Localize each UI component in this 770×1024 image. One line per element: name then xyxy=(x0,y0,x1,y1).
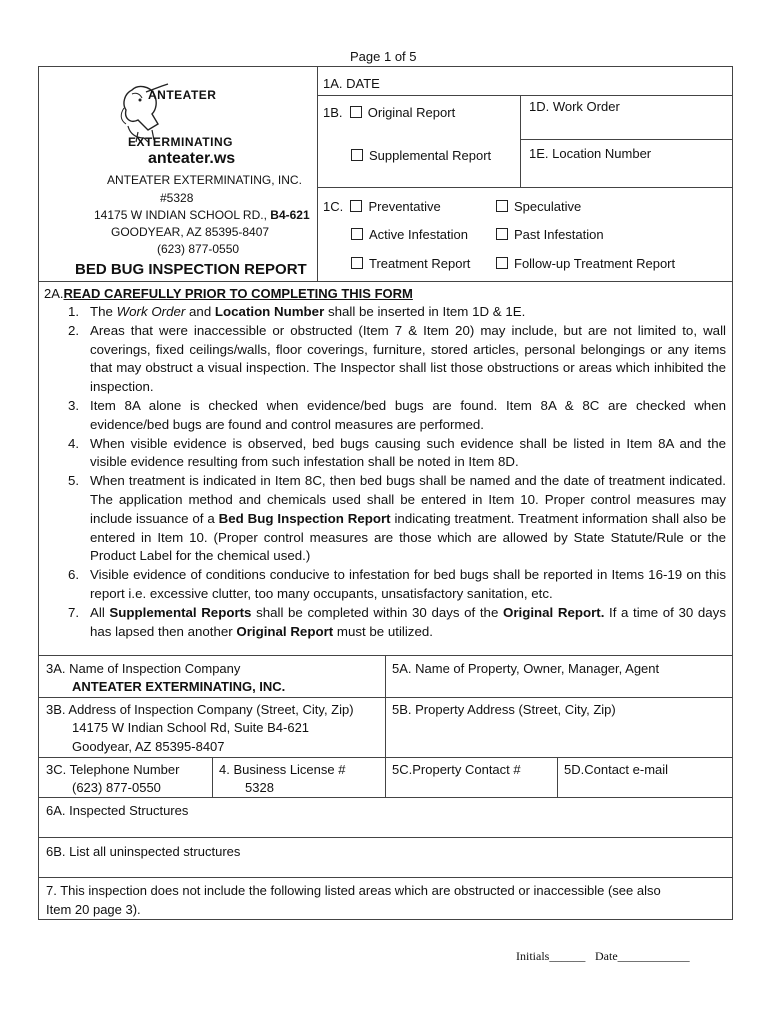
treatment-report-row: Treatment Report xyxy=(351,255,470,272)
inspected-structures-label: 6A. Inspected Structures xyxy=(46,803,189,818)
company-license: #5328 xyxy=(160,191,194,205)
frame-bottom xyxy=(38,919,733,920)
c-row-1: 1C. Preventative xyxy=(323,199,441,214)
instruction-3: 3. Item 8A alone is checked when evidence/bed bugs are found. Item 8A & 8C are checked when evidence/bed bugs are found and control measures are performed. xyxy=(68,397,726,432)
followup-treatment-row: Follow-up Treatment Report xyxy=(496,255,675,272)
preventative-checkbox[interactable] xyxy=(350,200,362,212)
date-field[interactable]: Date____________ xyxy=(595,949,690,963)
company-address-line1: 14175 W Indian School Rd, Suite B4-621 xyxy=(72,720,310,735)
initials-field[interactable]: Initials______ xyxy=(516,949,586,963)
business-license-label: 4. Business License # xyxy=(219,762,346,777)
company-address-line2: Goodyear, AZ 85395-8407 xyxy=(72,739,225,754)
instructions-list xyxy=(38,303,726,641)
company-city: GOODYEAR, AZ 85395-8407 xyxy=(111,225,270,239)
property-name-label: 5A. Name of Property, Owner, Manager, Agent xyxy=(392,661,660,676)
instruction-5: 5. When treatment is indicated in Item 8C, then bed bugs shall be named and the date of treatment indicated. The application method and chemicals used shall be entered in Item 10. Proper control measures may include issuance of a Bed Bug Inspection Report indicating treatment. Treatment information shall also be entered in Item 10. (Proper control measures are those which are allowed by State Statute/Rule or the Product Label for the chemical used.) xyxy=(68,473,726,564)
telephone-value: (623) 877-0550 xyxy=(72,780,161,795)
instruction-4: 4. When visible evidence is observed, bed bugs causing such evidence shall be listed in Item 8A and the visible evidence resulting from such infestation shall be noted in Item 8D. xyxy=(68,435,726,470)
logo-text-exterminating: EXTERMINATING xyxy=(128,135,233,149)
telephone-label: 3C. Telephone Number xyxy=(46,762,180,777)
business-license-value: 5328 xyxy=(245,780,274,795)
instruction-2: 2. Areas that were inaccessible or obstructed (Item 7 & Item 20) may include, but are not limited to, wall coverings, fixed ceilings/walls, floor coverings, furniture, stored articles, personal belongings or any items that may obstruct a visual inspection. The Inspector shall list those obstructions or areas which inhibited the inspection. xyxy=(68,322,726,395)
company-address-label: 3B. Address of Inspection Company (Street, City, Zip) xyxy=(46,702,354,717)
speculative-row: Speculative xyxy=(496,198,581,215)
obstructed-areas-line1: 7. This inspection does not include the following listed areas which are obstructed or inaccessible (see also xyxy=(46,883,661,898)
treatment-report-checkbox[interactable] xyxy=(351,257,363,269)
uninspected-structures-label: 6B. List all uninspected structures xyxy=(46,844,241,859)
active-infestation-row: Active Infestation xyxy=(351,226,468,243)
company-address: 14175 W INDIAN SCHOOL RD., B4-621 xyxy=(94,208,310,222)
work-order-label: 1D. Work Order xyxy=(529,99,620,114)
property-address-label: 5B. Property Address (Street, City, Zip) xyxy=(392,702,616,717)
supplemental-row: Supplemental Report xyxy=(351,147,491,164)
followup-treatment-checkbox[interactable] xyxy=(496,257,508,269)
supplemental-report-checkbox[interactable] xyxy=(351,149,363,161)
frame-right xyxy=(732,66,733,920)
instruction-6: 6. Visible evidence of conditions conducive to infestation for bed bugs shall be reported in Items 16-19 on this report i.e. excessive clutter, too many occupants, unsatisfactory sanitation, etc. xyxy=(68,567,726,601)
company-phone: (623) 877-0550 xyxy=(157,242,240,256)
past-infestation-checkbox[interactable] xyxy=(496,228,508,240)
original-report-label: Original Report xyxy=(367,105,456,120)
report-title: BED BUG INSPECTION REPORT xyxy=(75,261,307,278)
contact-email-label: 5D.Contact e-mail xyxy=(564,762,669,777)
instruction-7: 7. All Supplemental Reports shall be completed within 30 days of the Original Report. If a time of 30 days has lapsed then another Original Report must be utilized. xyxy=(68,604,726,639)
company-name-value: ANTEATER EXTERMINATING, INC. xyxy=(72,679,286,694)
page-number: Page 1 of 5 xyxy=(350,49,417,64)
logo-text-anteater: ANTEATER xyxy=(148,88,217,102)
location-number-label: 1E. Location Number xyxy=(529,146,652,161)
instruction-1: 1. The Work Order and Location Number shall be inserted in Item 1D & 1E. xyxy=(68,304,526,319)
date-label: 1A. DATE xyxy=(323,76,380,91)
company-name: ANTEATER EXTERMINATING, INC. xyxy=(107,173,302,187)
frame-top xyxy=(38,66,733,67)
header-divider-v xyxy=(317,66,318,282)
obstructed-areas-line2: Item 20 page 3). xyxy=(46,902,141,917)
active-infestation-checkbox[interactable] xyxy=(351,228,363,240)
speculative-checkbox[interactable] xyxy=(496,200,508,212)
past-infestation-row: Past Infestation xyxy=(496,226,604,243)
company-website: anteater.ws xyxy=(148,150,236,167)
report-type-row: 1B. Original Report xyxy=(323,105,456,120)
instructions-heading: 2A.READ CAREFULLY PRIOR TO COMPLETING THIS FORM xyxy=(44,286,413,301)
property-contact-label: 5C.Property Contact # xyxy=(392,762,521,777)
company-name-label: 3A. Name of Inspection Company xyxy=(46,661,241,676)
original-report-checkbox[interactable] xyxy=(350,106,362,118)
